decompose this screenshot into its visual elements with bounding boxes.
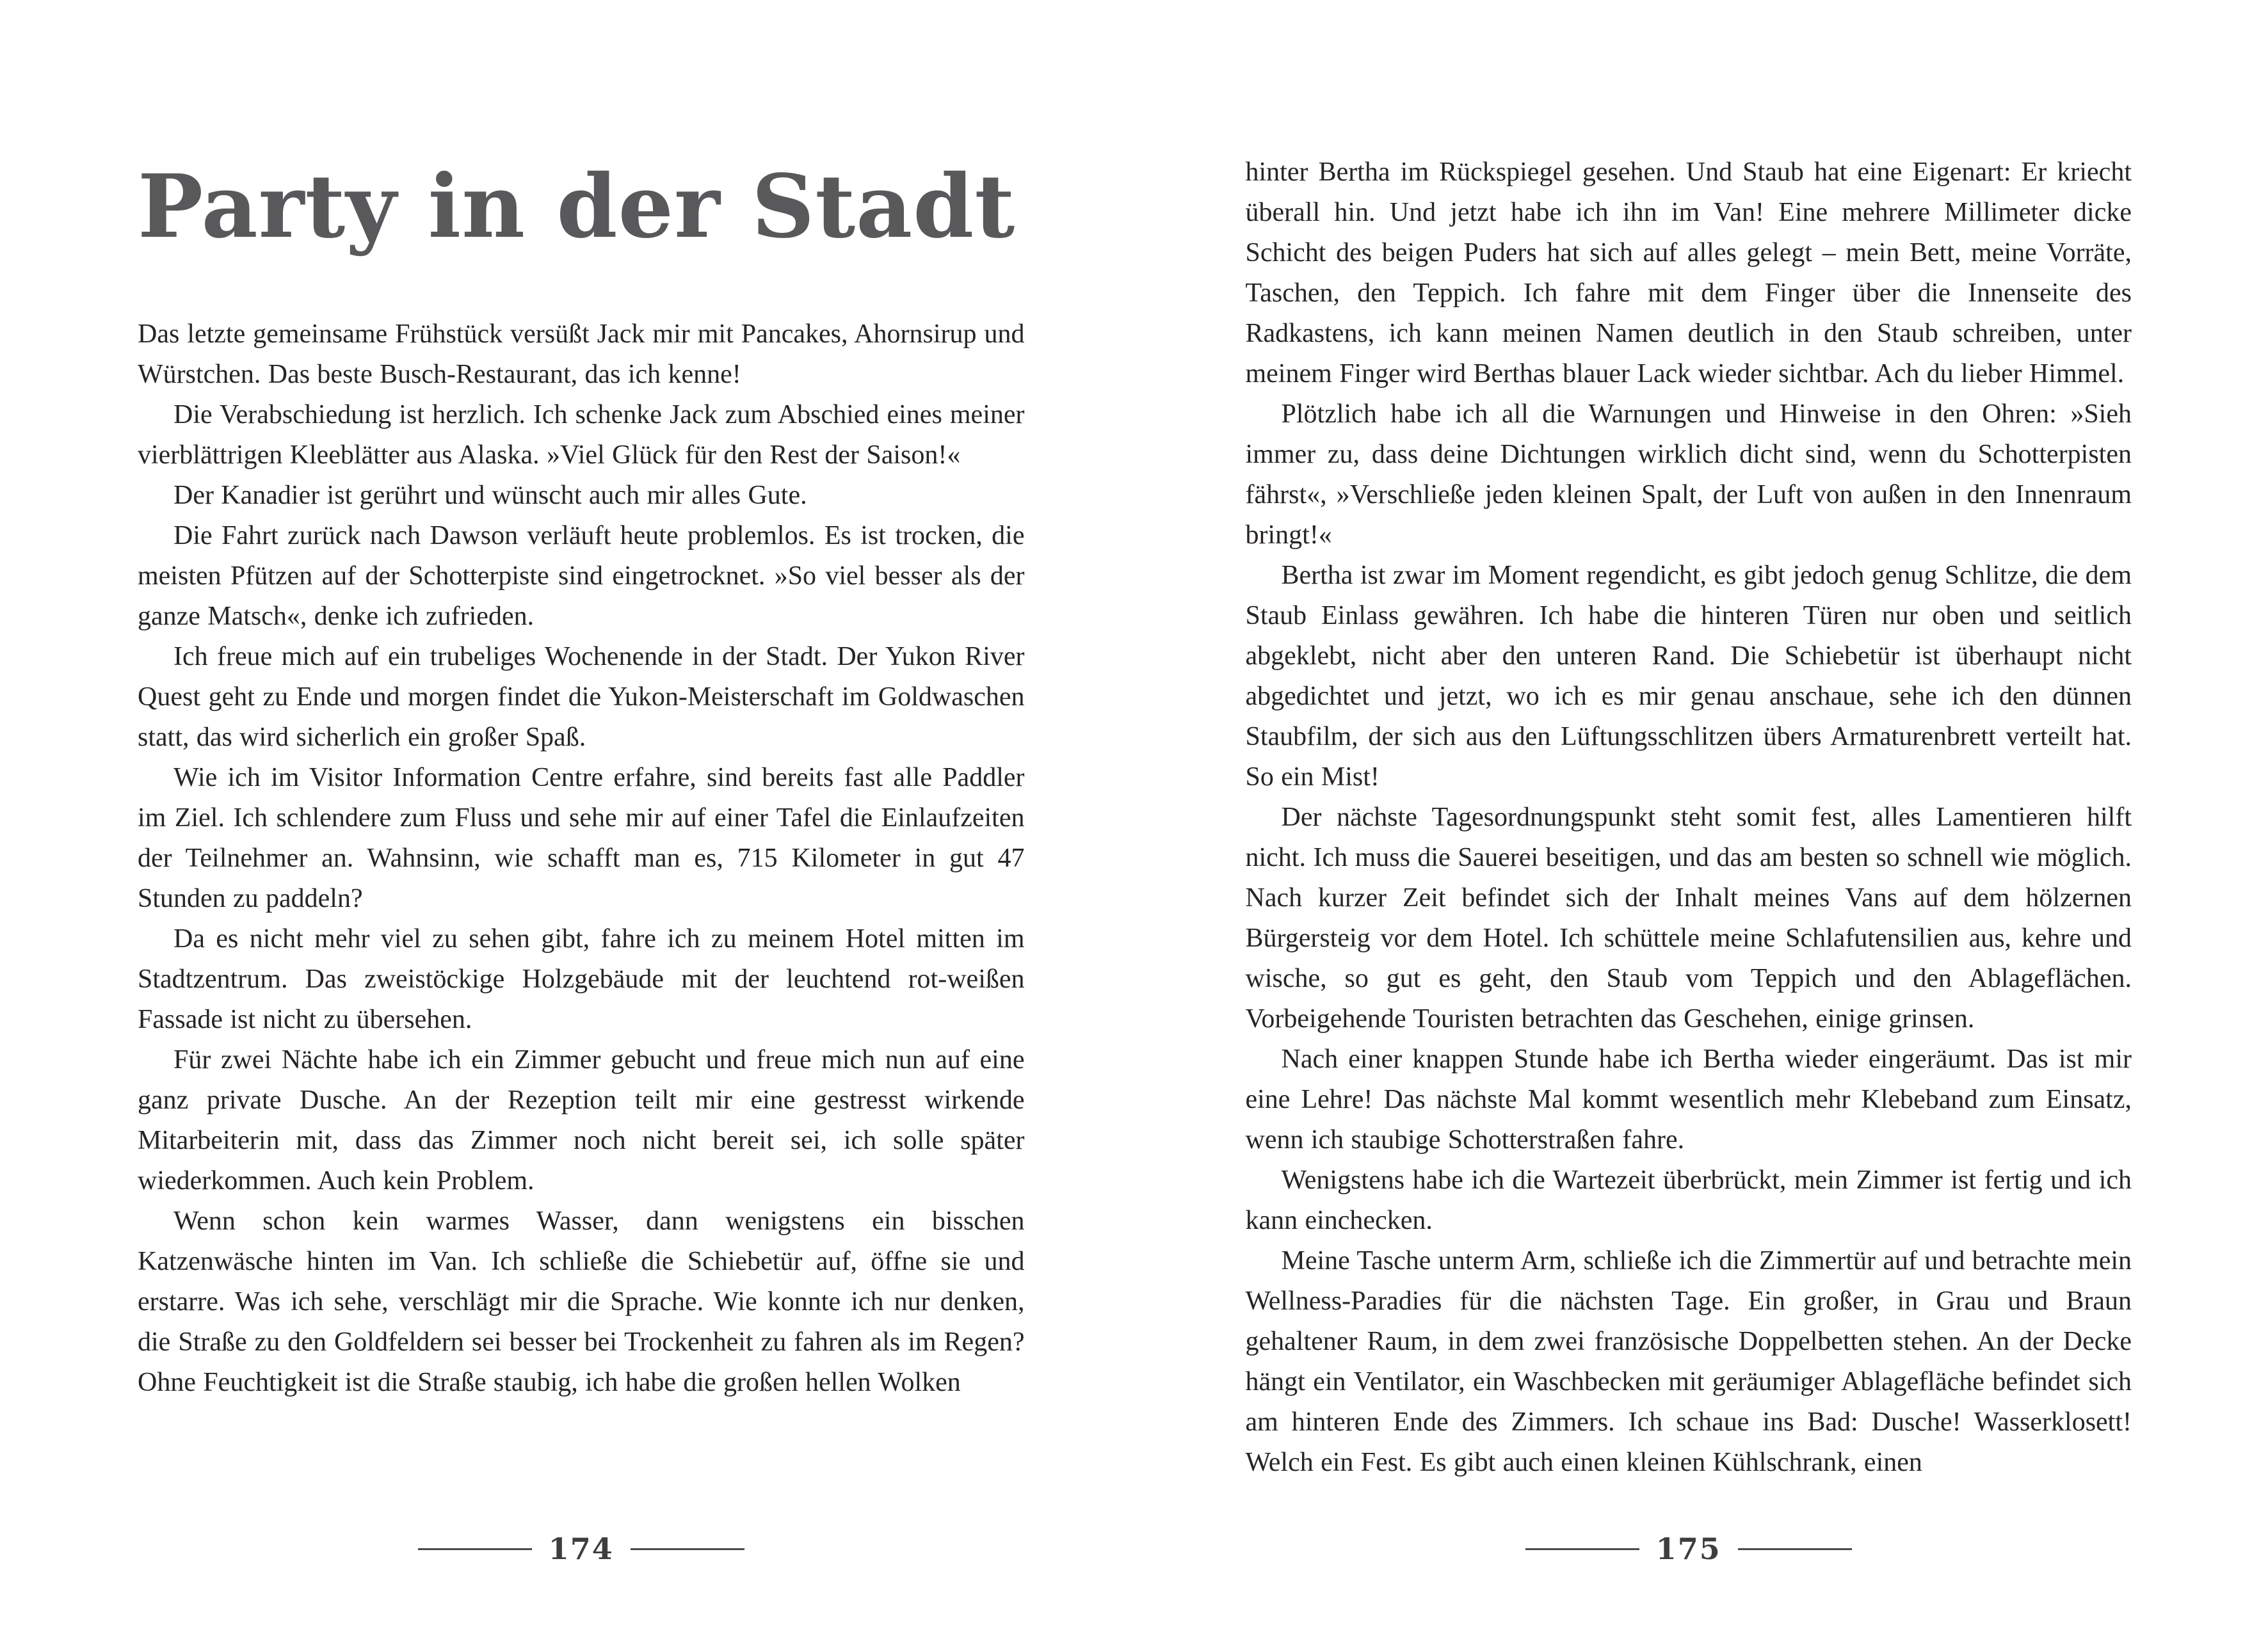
paragraph: Für zwei Nächte habe ich ein Zimmer gebucht und freue mich nun auf eine ganz private Dusche. An der Rezeption teilt mir eine gestresst wirkende Mitarbeiterin mit, dass das Zimmer noch nicht bereit sei, ich solle später wiederkommen. Auch kein Problem.	[138, 1045, 1025, 1196]
chapter-title: Party in der Stadt	[138, 156, 1016, 258]
paragraph: Bertha ist zwar im Moment regendicht, es gibt jedoch genug Schlitze, die dem Staub Einlass gewähren. Ich habe die hinteren Türen nur oben und seitlich abgeklebt, nicht aber den unteren Rand. Die Schiebetür ist überhaupt nicht abgedichtet und jetzt, wo ich es mir genau anschaue, sehe ich den dünnen Staubfilm, der sich aus den Lüftungsschlitzen übers Armaturenbrett verteilt hat. So ein Mist!	[1245, 561, 2132, 792]
page-number-text: 174	[548, 1532, 614, 1566]
paragraph: Der Kanadier ist gerührt und wünscht auch mir alles Gute.	[173, 480, 807, 510]
page-number-rule-left	[418, 1548, 532, 1550]
paragraph: Die Fahrt zurück nach Dawson verläuft heute problemlos. Es ist trocken, die meisten Pfützen auf der Schotterpiste sind eingetrocknet. »So viel besser als der ganze Matsch«, denke ich zufrieden.	[138, 520, 1025, 631]
page-number-rule-right	[631, 1548, 744, 1550]
paragraph: Ich freue mich auf ein trubeliges Wochenende in der Stadt. Der Yukon River Quest geht zu Ende und morgen findet die Yukon-Meisterschaft im Goldwaschen statt, das wird sicherlich ein großer Spaß.	[138, 641, 1025, 752]
page-number	[1246, 1532, 2132, 1566]
right-page-body	[1246, 152, 2132, 1483]
paragraph: Das letzte gemeinsame Frühstück versüßt Jack mir mit Pancakes, Ahornsirup und Würstchen. Das beste Busch-Restaurant, das ich kenne!	[138, 319, 1025, 389]
paragraph: Die Verabschiedung ist herzlich. Ich schenke Jack zum Abschied eines meiner vierblättrigen Kleeblätter aus Alaska. »Viel Glück für den Rest der Saison!«	[138, 399, 1025, 470]
paragraph: Meine Tasche unterm Arm, schließe ich die Zimmertür auf und betrachte mein Wellness-Paradies für die nächsten Tage. Ein großer, in Grau und Braun gehaltener Raum, in dem zwei französische Doppelbetten stehen. An der Decke hängt ein Ventilator, ein Waschbecken mit geräumiger Ablagefläche befindet sich am hinteren Ende des Zimmers. Ich schaue ins Bad: Dusche! Wasserklosett! Welch ein Fest. Es gibt auch einen kleinen Kühlschrank, einen	[1245, 1246, 2132, 1477]
page-number-rule-left	[1525, 1548, 1639, 1550]
page-right	[1134, 0, 2268, 1625]
page-number-text: 175	[1655, 1532, 1721, 1566]
left-page-body	[138, 314, 1025, 1403]
paragraph: Nach einer knappen Stunde habe ich Bertha wieder eingeräumt. Das ist mir eine Lehre! Das nächste Mal kommt wesentlich mehr Klebeband zum Einsatz, wenn ich staubige Schotterstraßen fahre.	[1245, 1045, 2132, 1155]
paragraph: hinter Bertha im Rückspiegel gesehen. Und Staub hat eine Eigenart: Er kriecht überall hin. Und jetzt habe ich ihn im Van! Eine mehrere Millimeter dicke Schicht des beigen Puders hat sich auf alles gelegt – mein Bett, meine Vorräte, Taschen, den Teppich. Ich fahre mit dem Finger über die Innenseite des Radkastens, ich kann meinen Namen deutlich in den Staub schreiben, unter meinem Finger wird Berthas blauer Lack wieder sichtbar. Ach du lieber Himmel.	[1245, 157, 2132, 388]
paragraph: Plötzlich habe ich all die Warnungen und Hinweise in den Ohren: »Sieh immer zu, dass deine Dichtungen wirklich dicht sind, wenn du Schotterpisten fährst«, »Verschließe jeden kleinen Spalt, der Luft von außen in den Innenraum bringt!«	[1245, 399, 2132, 550]
paragraph: Da es nicht mehr viel zu sehen gibt, fahre ich zu meinem Hotel mitten im Stadtzentrum. Das zweistöckige Holzgebäude mit der leuchtend rot-weißen Fassade ist nicht zu übersehen.	[138, 924, 1025, 1034]
page-number	[138, 1532, 1025, 1566]
paragraph: Wie ich im Visitor Information Centre erfahre, sind bereits fast alle Paddler im Ziel. Ich schlendere zum Fluss und sehe mir auf einer Tafel die Einlaufzeiten der Teilnehmer an. Wahnsinn, wie schafft man es, 715 Kilometer in gut 47 Stunden zu paddeln?	[138, 762, 1025, 913]
paragraph: Wenn schon kein warmes Wasser, dann wenigstens ein bisschen Katzenwäsche hinten im Van. Ich schließe die Schiebetür auf, öffne sie und erstarre. Was ich sehe, verschlägt mir die Sprache. Wie konnte ich nur denken, die Straße zu den Goldfeldern sei besser bei Trockenheit zu fahren als im Regen? Ohne Feuchtigkeit ist die Straße staubig, ich habe die großen hellen Wolken	[138, 1206, 1025, 1397]
paragraph: Wenigstens habe ich die Wartezeit überbrückt, mein Zimmer ist fertig und ich kann einchecken.	[1245, 1165, 2132, 1235]
paragraph: Der nächste Tagesordnungspunkt steht somit fest, alles Lamentieren hilft nicht. Ich muss die Sauerei beseitigen, und das am besten so schnell wie möglich. Nach kurzer Zeit befindet sich der Inhalt meines Vans auf dem hölzernen Bürgersteig vor dem Hotel. Ich schüttele meine Schlafutensilien aus, kehre und wische, so gut es geht, den Staub vom Teppich und den Ablageflächen. Vorbeigehende Touristen betrachten das Geschehen, einige grinsen.	[1245, 803, 2132, 1034]
page-number-rule-right	[1738, 1548, 1852, 1550]
